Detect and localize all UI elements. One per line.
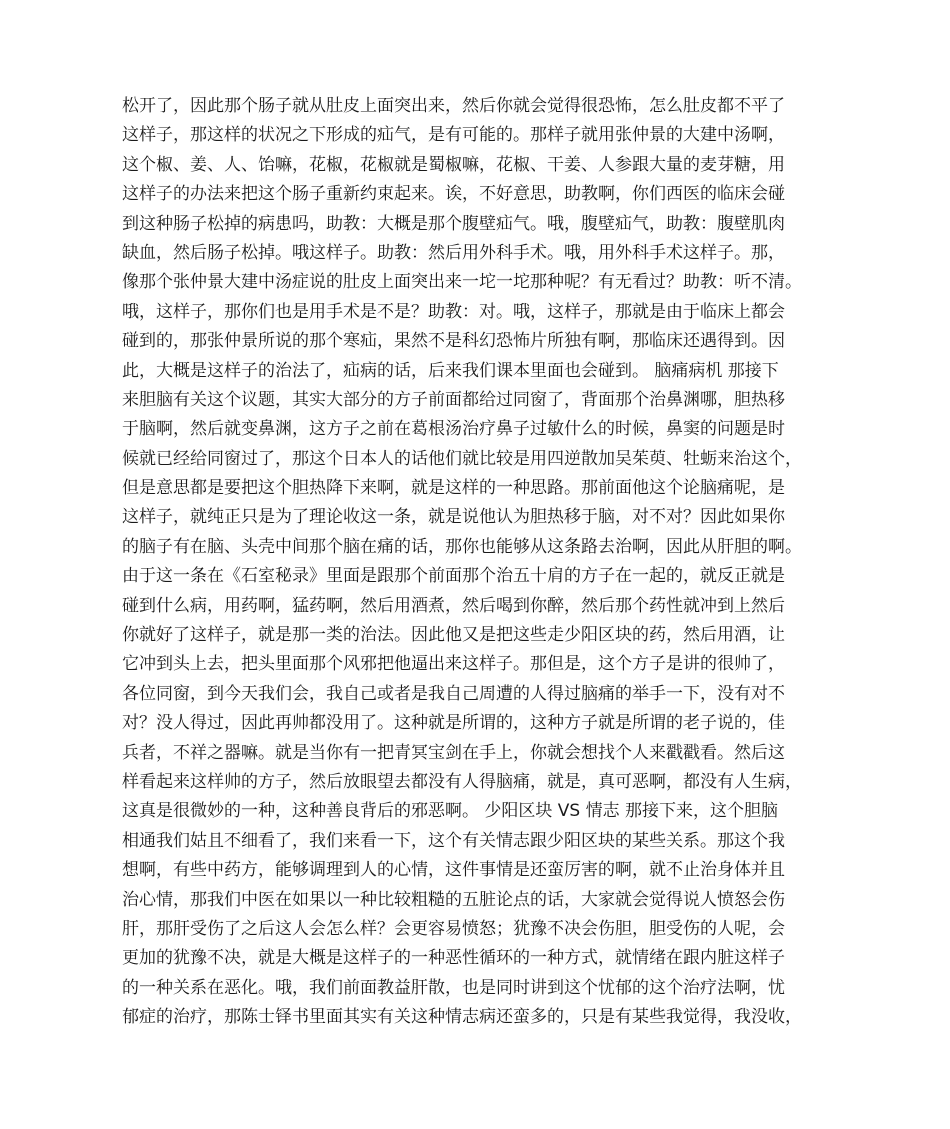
text-line: 对？没人得过，因此再帅都没用了。这种就是所谓的，这种方子就是所谓的老子说的，佳 (122, 713, 785, 734)
text-line: 这样子，就纯正只是为了理论收这一条，就是说他认为胆热移于脑，对不对？因此如果你 (122, 507, 785, 528)
text-line: 缺血，然后肠子松掉。哦这样子。助教：然后用外科手术。哦，用外科手术这样子。那， (122, 242, 785, 263)
text-line: 碰到的，那张仲景所说的那个寒疝，果然不是科幻恐怖片所独有啊，那临床还遇得到。因 (122, 331, 785, 352)
text-line: 于脑啊，然后就变鼻渊，这方子之前在葛根汤治疗鼻子过敏什么的时候，鼻窦的问题是时 (122, 419, 785, 440)
text-line: 这样子的办法来把这个肠子重新约束起来。诶，不好意思，助教啊，你们西医的临床会碰 (122, 184, 785, 205)
text-line: 这样子，那这样的状况之下形成的疝气，是有可能的。那样子就用张仲景的大建中汤啊， (122, 125, 785, 146)
body-text (122, 92, 836, 1033)
text-line: 这个椒、姜、人、饴嘛，花椒，花椒就是蜀椒嘛，花椒、干姜、人参跟大量的麦芽糖，用 (122, 154, 785, 175)
text-line: 的一种关系在恶化。哦，我们前面教益肝散，也是同时讲到这个忧郁的这个治疗法啊，忧 (122, 977, 785, 998)
text-line: 松开了，因此那个肠子就从肚皮上面突出来，然后你就会觉得很恐怖，怎么肚皮都不平了 (122, 96, 785, 116)
text-line: 由于这一条在《石室秘录》里面是跟那个前面那个治五十肩的方子在一起的，就反正就是 (122, 566, 785, 587)
text-line: 到这种肠子松掉的病患吗，助教：大概是那个腹壁疝气。哦，腹壁疝气，助教：腹壁肌肉 (122, 213, 785, 234)
text-line: 郁症的治疗，那陈士铎书里面其实有关这种情志病还蛮多的，只是有某些我觉得，我没收， (122, 1007, 802, 1028)
text-line: 治心情，那我们中医在如果以一种比较粗糙的五脏论点的话，大家就会觉得说人愤怒会伤 (122, 889, 785, 910)
text-line: 候就已经给同窗过了，那这个日本人的话他们就比较是用四逆散加吴茱萸、牡蛎来治这个， (122, 448, 802, 469)
text-line: 但是意思都是要把这个胆热降下来啊，就是这样的一种思路。那前面他这个论脑痛呢，是 (122, 478, 785, 499)
text-line: 的脑子有在脑、头壳中间那个脑在痛的话，那你也能够从这条路去治啊，因此从肝胆的啊。 (122, 536, 802, 557)
text-line: 碰到什么病，用药啊，猛药啊，然后用酒煮，然后喝到你醉，然后那个药性就冲到上然后 (122, 595, 785, 616)
text-line: 它冲到头上去，把头里面那个风邪把他逼出来这样子。那但是，这个方子是讲的很帅了， (122, 654, 785, 675)
text-line: 各位同窗，到今天我们会，我自己或者是我自己周遭的人得过脑痛的举手一下，没有对不 (122, 683, 785, 704)
text-line: 相通我们姑且不细看了，我们来看一下，这个有关情志跟少阳区块的某些关系。那这个我 (122, 830, 785, 851)
text-line: 来胆脑有关这个议题，其实大部分的方子前面都给过同窗了，背面那个治鼻渊哪，胆热移 (122, 389, 785, 410)
text-line: 像那个张仲景大建中汤症说的肚皮上面突出来一坨一坨那种呢？有无看过？助教：听不清。 (122, 272, 802, 293)
text-line: 此，大概是这样子的治法了，疝病的话，后来我们课本里面也会碰到。 脑痛病机 那接下 (122, 360, 779, 381)
text-line: 你就好了这样子，就是那一类的治法。因此他又是把这些走少阳区块的药，然后用酒，让 (122, 625, 785, 646)
text-line: 这真是很微妙的一种，这种善良背后的邪恶啊。 少阳区块 VS 情志 那接下来，这个胆脑 (122, 801, 779, 822)
text-line: 哦，这样子，那你们也是用手术是不是？助教：对。哦，这样子，那就是由于临床上都会 (122, 301, 785, 322)
text-line: 样看起来这样帅的方子，然后放眼望去都没有人得脑痛，就是，真可恶啊，都没有人生病， (122, 771, 802, 792)
text-line: 肝，那肝受伤了之后这人会怎么样？会更容易愤怒；犹豫不决会伤胆，胆受伤的人呢，会 (122, 918, 785, 939)
text-line: 想啊，有些中药方，能够调理到人的心情，这件事情是还蛮厉害的啊，就不止治身体并且 (122, 860, 785, 881)
text-line: 更加的犹豫不决，就是大概是这样子的一种恶性循环的一种方式，就情绪在跟内脏这样子 (122, 948, 785, 969)
text-line: 兵者，不祥之器嘛。就是当你有一把青冥宝剑在手上，你就会想找个人来戳戳看。然后这 (122, 742, 785, 763)
